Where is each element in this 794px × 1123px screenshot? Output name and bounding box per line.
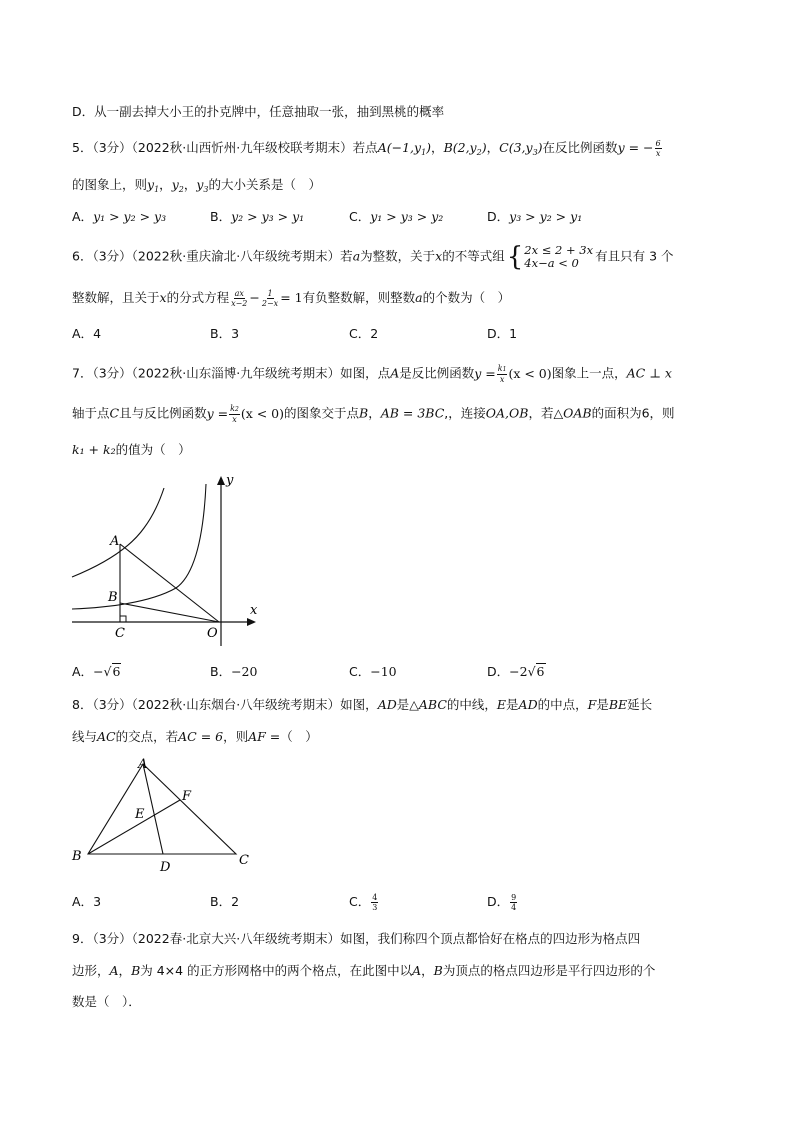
q8-line-2: 线与AC的交点，若AC = 6，则AF =（ ） <box>72 729 318 744</box>
q7-option-d[interactable]: D．−2√6 <box>487 664 545 679</box>
q7-label-a: A <box>110 534 120 549</box>
q7-right-angle-mark <box>120 616 126 622</box>
q5-line-2: 的图象上，则$y_1$，$y_2$，$y_3$的大小关系是（ ） <box>72 177 322 194</box>
q8-label-d: D <box>160 860 171 875</box>
q7-curve-k2 <box>72 484 206 609</box>
q8-option-c[interactable]: C． $\frac{4}{3}$ <box>349 893 378 912</box>
q5-number: 5． <box>72 140 93 155</box>
q6-number: 6． <box>72 248 93 264</box>
q6-line-1: 6．（3分）（2022秋·重庆渝北·八年级统考期末）若a为整数，关于x的不等式组 { 2x ≤ 2 + 3x 4x−a < 0 有且只有 3 个 <box>72 242 674 272</box>
q7-function-2: y = $\frac{k2}{x}$ (x < 0) <box>206 404 284 424</box>
q7-label-c: C <box>115 626 125 641</box>
q7-label-y: y <box>226 473 234 488</box>
q6-inequality-system: { 2x ≤ 2 + 3x 4x−a < 0 <box>506 242 594 272</box>
q7-x-arrow <box>247 618 256 626</box>
q5-point-c: $C(3,y_3)$ <box>499 140 543 157</box>
q6-source: （2022秋·重庆渝北·八年级统考期末） <box>131 248 341 264</box>
q8-number: 8． <box>72 697 93 712</box>
q8-source: （2022秋·山东烟台·八年级统考期末） <box>131 697 341 712</box>
q8-label-e: E <box>135 807 145 822</box>
q6-option-d[interactable]: D．1 <box>487 326 518 341</box>
q7-label-o: O <box>207 626 218 641</box>
q5-option-d[interactable]: D．y₃ > y₂ > y₁ <box>487 209 583 224</box>
q9-line-2: 边形，A，B为 4×4 的正方形网格中的两个格点，在此图中以A，B为顶点的格点四边形是平行四边形的个 <box>72 963 656 978</box>
q9-line-1: 9．（3分）（2022春·北京大兴·八年级统考期末）如图，我们称四个顶点都恰好在格点的四边形为格点四 <box>72 931 641 946</box>
q8-option-b[interactable]: B．2 <box>210 894 240 909</box>
q9-source: （2022春·北京大兴·八年级统考期末） <box>131 931 341 946</box>
q8-label-c: C <box>239 853 249 868</box>
q5-option-a[interactable]: A．y₁ > y₂ > y₃ <box>72 209 167 224</box>
q8-option-a[interactable]: A．3 <box>72 894 102 909</box>
q8-label-f: F <box>182 789 192 804</box>
q6-fraction-equation: $\frac{ax}{x-2}$ − $\frac{1}{2-x}$ = 1 <box>231 289 303 308</box>
q7-line-2: 轴于点C且与反比例函数y = $\frac{k2}{x}$ (x < 0)的图象交于点B，AB = 3BC,，连接OA,OB，若△OAB的面积为6，则 <box>72 404 675 424</box>
q6-line-2: 整数解，且关于x的分式方程 $\frac{ax}{x-2}$ − $\frac{1}{2-x}$ = 1有负整数解，则整数a的个数为（ ） <box>72 289 511 308</box>
q8-label-a: A <box>138 757 148 772</box>
q7-label-x: x <box>250 603 258 618</box>
q7-option-b[interactable]: B．−20 <box>210 664 258 679</box>
q7-label-b: B <box>108 590 118 605</box>
q5-point-b: $B(2,y_2)$ <box>443 140 487 157</box>
q7-line-1: 7．（3分）（2022秋·山东淄博·九年级统考期末）如图，点A是反比例函数y = $\frac{k1}{x}$ (x < 0)图象上一点，AC ⊥ x <box>72 364 672 384</box>
q7-curve-k1 <box>72 488 164 577</box>
q8-segment-bf <box>88 800 180 854</box>
q7-figure <box>64 470 264 650</box>
q5-score: （3分） <box>92 140 132 155</box>
q5-option-c[interactable]: C．y₁ > y₃ > y₂ <box>349 209 444 224</box>
q5-line-1: 5．（3分）（2022秋·山西忻州·九年级校联考期末）若点$A(-1,y_1)$，$B(2,y_2)$，$C(3,y_3)$在反比例函数y = − $\frac{6}{x}$ <box>72 139 661 158</box>
q8-option-d[interactable]: D． $\frac{9}{4}$ <box>487 893 517 912</box>
q5-point-a: $A(-1,y_1)$ <box>377 140 432 157</box>
q7-y-arrow <box>217 476 225 485</box>
q5-option-b[interactable]: B．y₂ > y₃ > y₁ <box>210 209 305 224</box>
q7-segment-ob <box>120 603 219 622</box>
q7-segment-oa <box>120 544 219 622</box>
q8-label-b: B <box>72 849 82 864</box>
q7-line-3: k₁ + k₂的值为（ ） <box>72 442 191 457</box>
q7-option-c[interactable]: C．−10 <box>349 664 397 679</box>
q9-number: 9． <box>72 931 93 946</box>
q7-function-1: y = $\frac{k1}{x}$ (x < 0) <box>474 364 552 384</box>
q7-source: （2022秋·山东淄博·九年级统考期末） <box>131 365 341 381</box>
q6-option-c[interactable]: C．2 <box>349 326 379 341</box>
q5-function: y = − $\frac{6}{x}$ <box>617 139 661 158</box>
q6-option-a[interactable]: A．4 <box>72 326 102 341</box>
q7-number: 7． <box>72 365 93 381</box>
q5-source: （2022秋·山西忻州·九年级校联考期末） <box>131 140 353 155</box>
q8-median-ad <box>143 764 163 854</box>
q9-line-3: 数是（ ）． <box>72 994 141 1009</box>
q8-line-1: 8．（3分）（2022秋·山东烟台·八年级统考期末）如图，AD是△ABC的中线，E是AD的中点，F是BE延长 <box>72 697 653 712</box>
q4-option-d: D．从一副去掉大小王的扑克牌中，任意抽取一张，抽到黑桃的概率 <box>72 104 445 119</box>
q8-figure <box>64 752 264 877</box>
q7-option-a[interactable]: A．−√6 <box>72 664 121 679</box>
q6-option-b[interactable]: B．3 <box>210 326 240 341</box>
